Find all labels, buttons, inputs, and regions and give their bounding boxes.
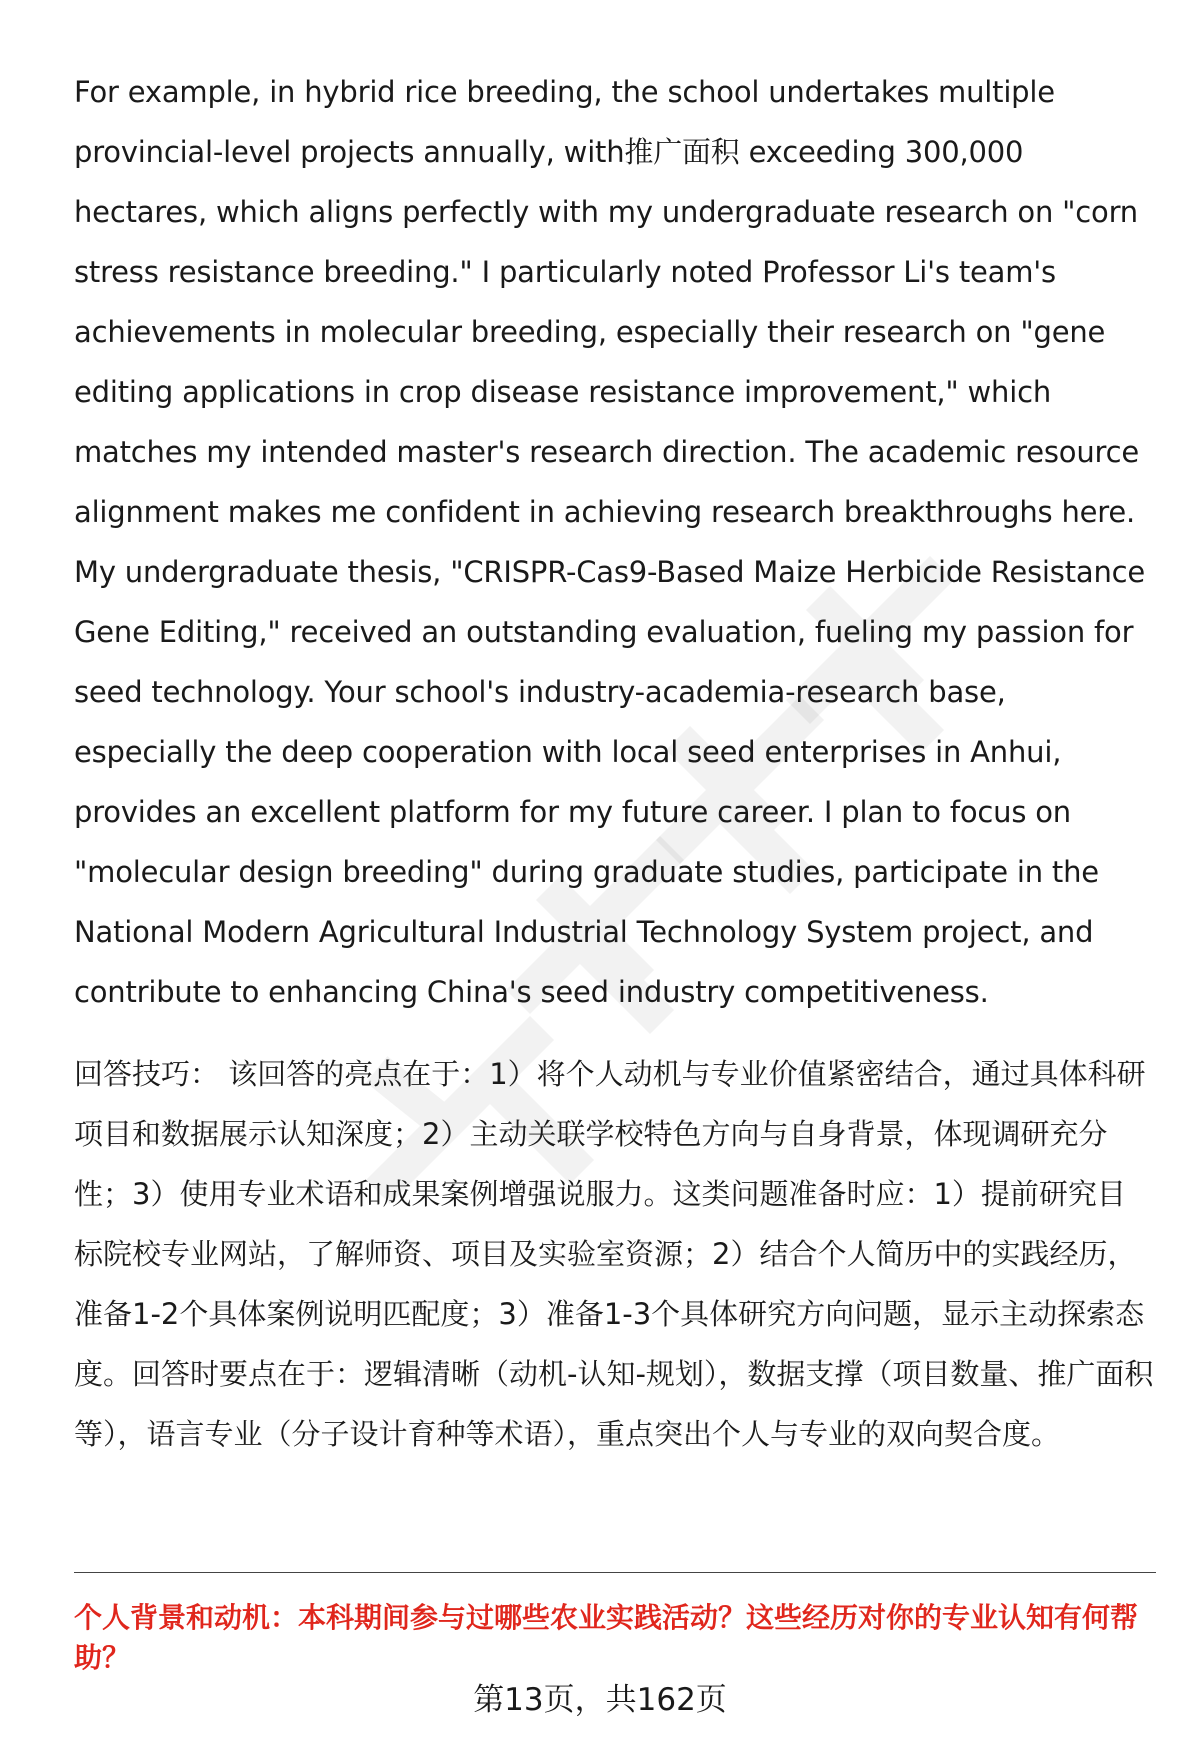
page-number: 第13页，共162页 — [473, 1682, 727, 1718]
document-page — [74, 62, 1154, 1464]
next-question-heading: 个人背景和动机：本科期间参与过哪些农业实践活动？这些经历对你的专业认知有何帮助？ — [74, 1601, 1139, 1674]
section-divider — [74, 1572, 1156, 1573]
answer-paragraph: For example, in hybrid rice breeding, the school undertakes multiple provincial-level projects annually, with推广面积 exceeding 300,000 hectares, which aligns perfectly with my undergraduate research on "corn stress resistance breeding." I particularly noted Professor Li's team's achievements in molecular breeding, especially their research on "gene editing applications in crop disease resistance improvement," which matches my intended master's research direction. The academic resource alignment makes me confident in achieving research breakthroughs here. My undergraduate thesis, "CRISPR-Cas9-Based Maize Herbicide Resistance Gene Editing," received an outstanding evaluation, fueling my passion for seed technology. Your school's industry-academia-research base, especially the deep cooperation with local seed enterprises in Anhui, provides an excellent platform for my future career. I plan to focus on "molecular design breeding" during graduate studies, participate in the National Modern Agricultural Industrial Technology System project, and contribute to enhancing China's seed industry competitiveness. — [74, 75, 1146, 1009]
answer-tips-paragraph: 回答技巧： 该回答的亮点在于：1）将个人动机与专业价值紧密结合，通过具体科研项目和数据展示认知深度；2）主动关联学校特色方向与自身背景，体现调研充分性；3）使用专业术语和成果案例增强说服力。这类问题准备时应：1）提前研究目标院校专业网站，了解师资、项目及实验室资源；2）结合个人简历中的实践经历，准备1-2个具体案例说明匹配度；3）准备1-3个具体研究方向问题，显示主动探索态度。回答时要点在于：逻辑清晰（动机-认知-规划），数据支撑（项目数量、推广面积等），语言专业（分子设计育种等术语），重点突出个人与专业的双向契合度。 — [74, 1057, 1154, 1451]
